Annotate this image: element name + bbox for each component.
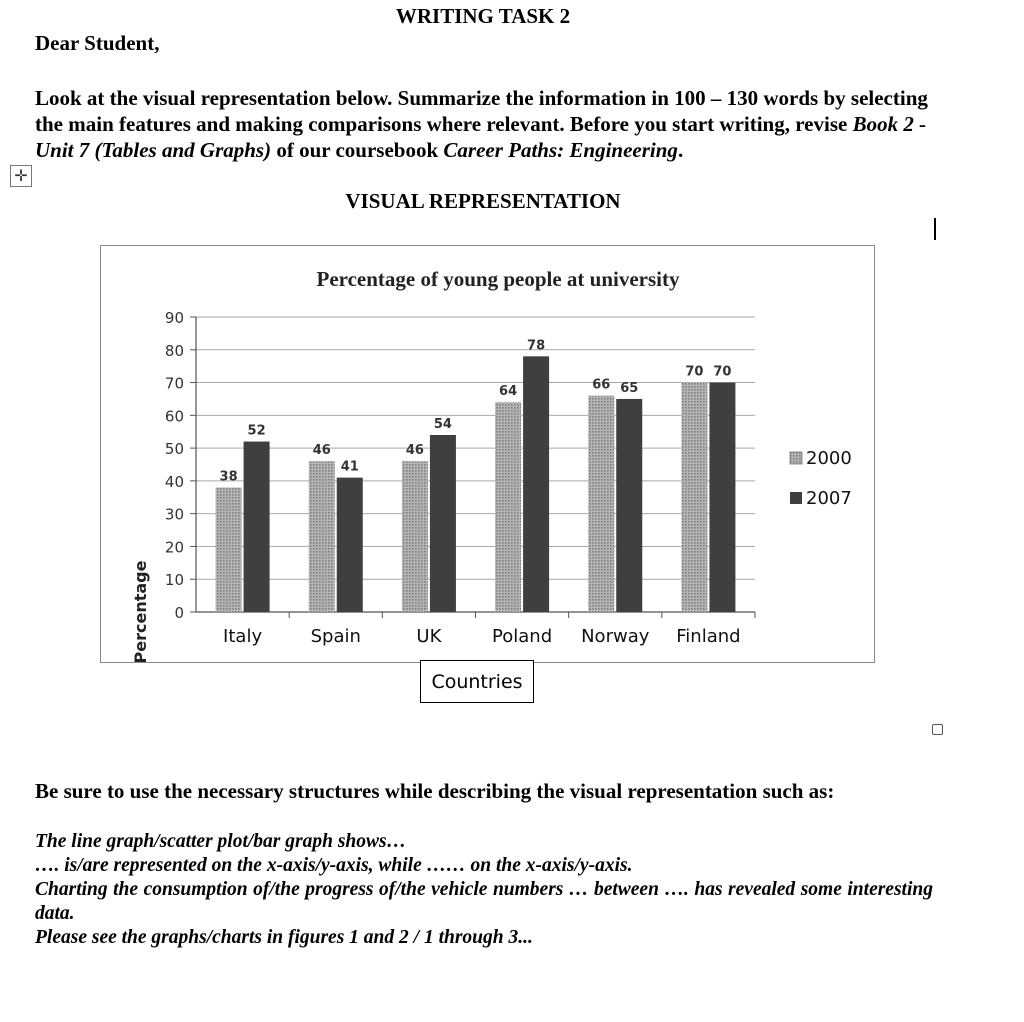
- resize-handle-icon[interactable]: [932, 724, 943, 735]
- bar-2000-finland: [681, 383, 707, 612]
- x-category-label: Finland: [676, 626, 741, 647]
- bar-2007-poland: [523, 356, 549, 612]
- y-tick-label: 40: [164, 472, 184, 491]
- data-label: 46: [405, 443, 424, 459]
- bar-2007-norway: [616, 399, 642, 612]
- instructions-intro: Look at the visual representation below. Summarize the information in 100 – 130 words by selecting the main features and making comparisons where relevant. Before you start writing, revise: [35, 86, 928, 136]
- instructions-middle: of our coursebook: [271, 138, 444, 162]
- data-label: 70: [713, 364, 732, 380]
- data-label: 52: [247, 423, 266, 439]
- example-phrase: …. is/are represented on the x-axis/y-axis, while …… on the x-axis/y-axis.: [35, 855, 633, 876]
- x-category-label: Norway: [581, 626, 650, 647]
- y-tick-label: 0: [174, 604, 184, 622]
- bar-2000-norway: [588, 396, 614, 612]
- x-category-label: UK: [416, 626, 442, 647]
- y-tick-label: 70: [164, 374, 184, 393]
- bar-2000-poland: [495, 402, 521, 612]
- bar-2000-spain: [309, 461, 335, 612]
- text-cursor: [934, 218, 936, 240]
- data-label: 70: [685, 364, 704, 380]
- legend-swatch-2007: [790, 492, 802, 504]
- task-title: WRITING TASK 2: [395, 4, 571, 28]
- example-phrase: Charting the consumption of/the progress of/the vehicle numbers … between …. has revealed some interesting data.: [35, 879, 933, 924]
- bar-2007-spain: [337, 478, 363, 612]
- data-label: 65: [620, 380, 639, 396]
- data-label: 78: [527, 338, 546, 354]
- y-tick-label: 30: [164, 505, 184, 524]
- legend-swatch-2000: [790, 452, 802, 464]
- y-tick-label: 50: [164, 440, 184, 459]
- instructions-paragraph: [35, 85, 945, 163]
- y-axis-label: Percentage: [131, 560, 150, 663]
- table-move-handle-icon[interactable]: ✛: [10, 165, 32, 187]
- bar-2007-finland: [709, 383, 735, 612]
- bar-2000-italy: [216, 487, 242, 612]
- data-label: 54: [433, 417, 452, 432]
- y-tick-label: 10: [164, 571, 184, 590]
- y-tick-label: 20: [164, 538, 184, 557]
- x-category-label: Poland: [492, 626, 553, 647]
- section-heading: VISUAL REPRESENTATION: [345, 189, 621, 213]
- y-tick-label: 80: [164, 341, 184, 360]
- book-reference: Book 2 - Unit 7 (Tables and Graphs): [35, 112, 927, 162]
- legend-label-2000: 2000: [806, 448, 852, 469]
- example-phrase: Please see the graphs/charts in figures 1 and 2 / 1 through 3...: [35, 927, 533, 948]
- data-label: 41: [340, 459, 359, 475]
- x-category-label: Spain: [310, 626, 361, 647]
- bar-chart: [100, 245, 875, 663]
- bar-2000-uk: [402, 461, 428, 612]
- data-label: 46: [312, 443, 331, 459]
- greeting: Dear Student,: [35, 31, 160, 55]
- chart-title: Percentage of young people at university: [316, 267, 680, 291]
- coursebook-name: Career Paths: Engineering: [443, 138, 678, 162]
- y-tick-label: 90: [164, 309, 184, 327]
- bar-2007-italy: [244, 442, 270, 612]
- reminder-text: Be sure to use the necessary structures while describing the visual representation such as:: [35, 779, 835, 803]
- example-phrase: The line graph/scatter plot/bar graph shows…: [35, 831, 407, 852]
- x-axis-label-box[interactable]: Countries: [420, 660, 534, 703]
- y-tick-label: 60: [164, 407, 184, 426]
- data-label: 38: [219, 469, 238, 485]
- legend-label-2007: 2007: [806, 488, 852, 509]
- data-label: 66: [592, 377, 611, 393]
- x-category-label: Italy: [223, 626, 263, 647]
- example-phrases: [35, 830, 933, 950]
- data-label: 64: [499, 384, 518, 400]
- instructions-end: .: [677, 138, 684, 162]
- bar-2007-uk: [430, 435, 456, 612]
